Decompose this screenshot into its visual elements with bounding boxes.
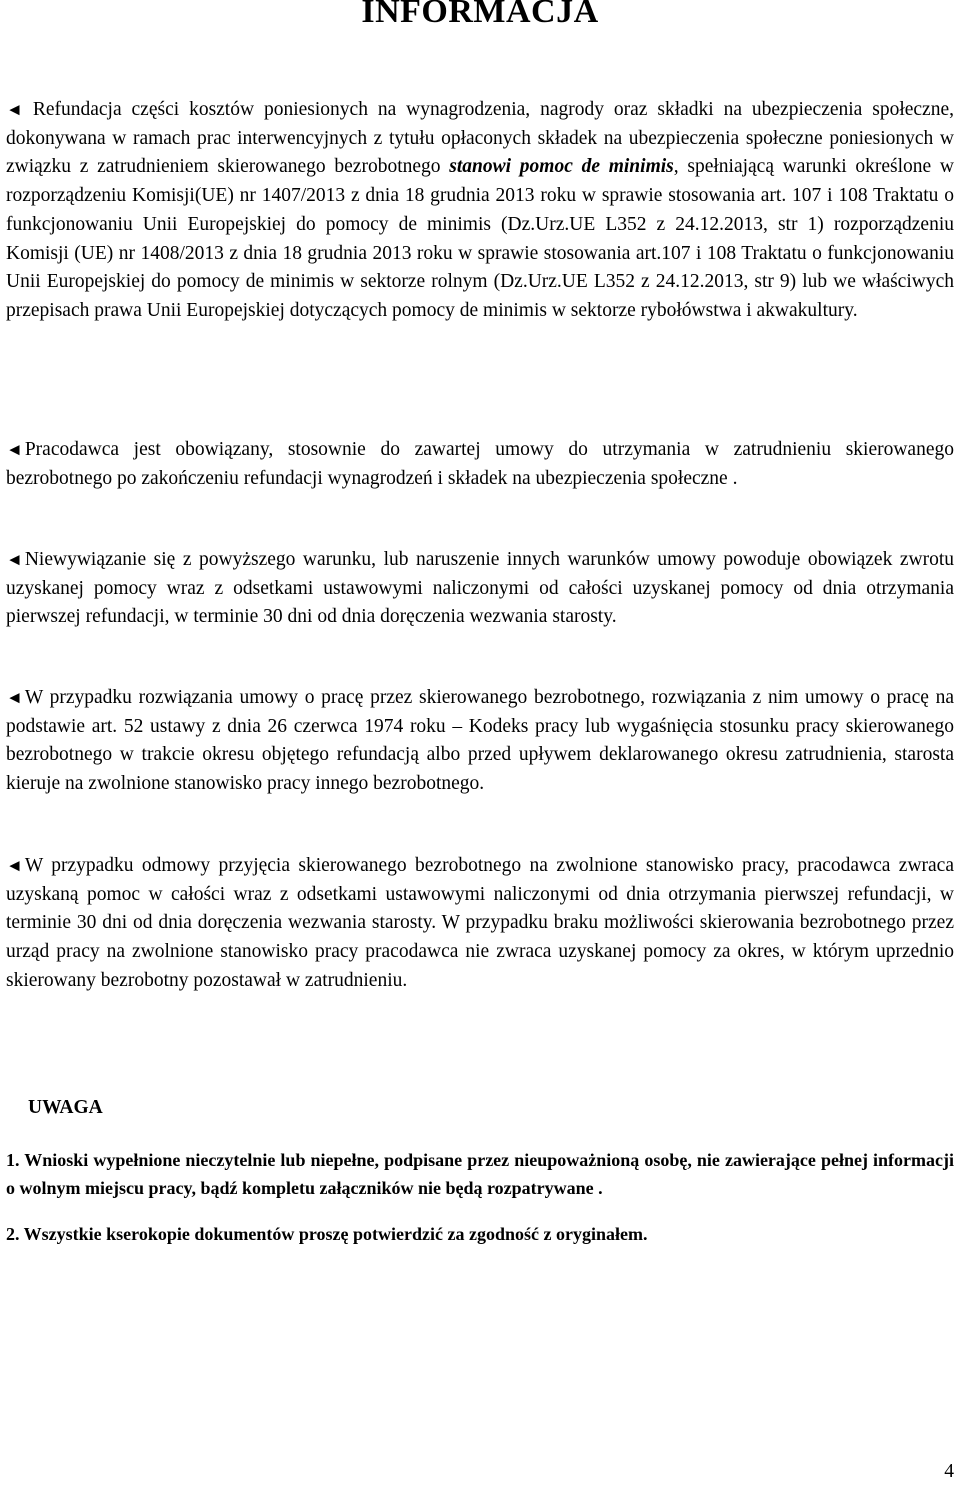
paragraph-de-minimis	[6, 96, 954, 326]
paragraph-text: W przypadku rozwiązania umowy o pracę przez skierowanego bezrobotnego, rozwiązania z nim umowy o pracę na podstawie art. 52 ustawy z dnia 26 czerwca 1974 roku – Kodeks pracy lub wygaśnięcia stosunku pracy skierowanego bezrobotnego w trakcie okresu objętego refundacją albo przed upływem deklarowanego okresu zatrudnienia, starosta kieruje na zwolnione stanowisko pracy innego bezrobotnego.	[6, 687, 954, 795]
page-number: 4	[944, 1461, 954, 1482]
left-triangle-icon: ◄	[6, 440, 23, 459]
paragraph-text: Pracodawca jest obowiązany, stosownie do zawartej umowy do utrzymania w zatrudnieniu skierowanego bezrobotnego po zakończeniu refundacji wynagrodzeń i składek na ubezpieczenia społeczne .	[6, 439, 954, 489]
left-triangle-icon: ◄	[6, 100, 23, 119]
emphasis-text: stanowi pomoc de minimis	[449, 156, 674, 178]
paragraph-obligation	[6, 436, 954, 493]
paragraph-text: Niewywiązanie się z powyższego warunku, lub naruszenie innych warunków umowy powoduje obowiązek zwrotu uzyskanej pomocy wraz z odsetkami ustawowymi naliczonymi od całości uzyskanej pomocy od dnia otrzymania pierwszej refundacji, w terminie 30 dni od dnia doręczenia wezwania starosty.	[6, 549, 954, 628]
notice-heading: UWAGA	[28, 1097, 103, 1118]
paragraph-text: , spełniającą warunki określone w rozporządzeniu Komisji(UE) nr 1407/2013 z dnia 18 grudnia 2013 roku w sprawie stosowania art. 107 i 108 Traktatu o funkcjonowaniu Unii Europejskiej do pomocy de minimis (Dz.Urz.UE L352 z 24.12.2013, str 1) rozporządzeniu Komisji (UE) nr 1408/2013 z dnia 18 grudnia 2013 roku w sprawie stosowania art.107 i 108 Traktatu o funkcjonowaniu Unii Europejskiej do pomocy de minimis w sektorze rolnym (Dz.Urz.UE L352 z 24.12.2013, str 9) lub we właściwych przepisach prawa Unii Europejskiej dotyczących pomocy de minimis w sektorze rybołówstwa i akwakultury.	[6, 156, 954, 321]
notice-item-1: 1. Wnioski wypełnione nieczytelnie lub niepełne, podpisane przez nieupoważnioną osobę, nie zawierające pełnej informacji o wolnym miejscu pracy, bądź kompletu załączników nie będą rozpatrywane .	[6, 1150, 954, 1198]
left-triangle-icon: ◄	[6, 856, 23, 875]
paragraph-termination	[6, 684, 954, 799]
paragraph-breach	[6, 546, 954, 632]
notice-item-2: 2. Wszystkie kserokopie dokumentów proszę potwierdzić za zgodność z oryginałem.	[6, 1224, 648, 1244]
left-triangle-icon: ◄	[6, 550, 23, 569]
left-triangle-icon: ◄	[6, 688, 23, 707]
paragraph-text: W przypadku odmowy przyjęcia skierowanego bezrobotnego na zwolnione stanowisko pracy, pracodawca zwraca uzyskaną pomoc w całości wraz z odsetkami ustawowymi naliczonymi od dnia otrzymania pierwszej refundacji, w terminie 30 dni od dnia doręczenia wezwania starosty. W przypadku braku możliwości skierowania bezrobotnego przez urząd pracy na zwolnione stanowisko pracy pracodawca nie zwraca uzyskanej pomocy za okres, w którym uprzednio skierowany bezrobotny pozostawał w zatrudnieniu.	[6, 855, 954, 991]
paragraph-refusal	[6, 852, 954, 996]
paragraph-text: Refundacja części kosztów poniesionych na wynagrodzenia, nagrody oraz składki na ubezpieczenia społeczne, dokonywana w ramach prac interwencyjnych z tytułu opłaconych składek na ubezpieczenia społeczne poniesionych w związku z zatrudnieniem skierowanego bezrobotnego	[6, 99, 954, 178]
page-title: INFORMACJA	[361, 0, 599, 30]
